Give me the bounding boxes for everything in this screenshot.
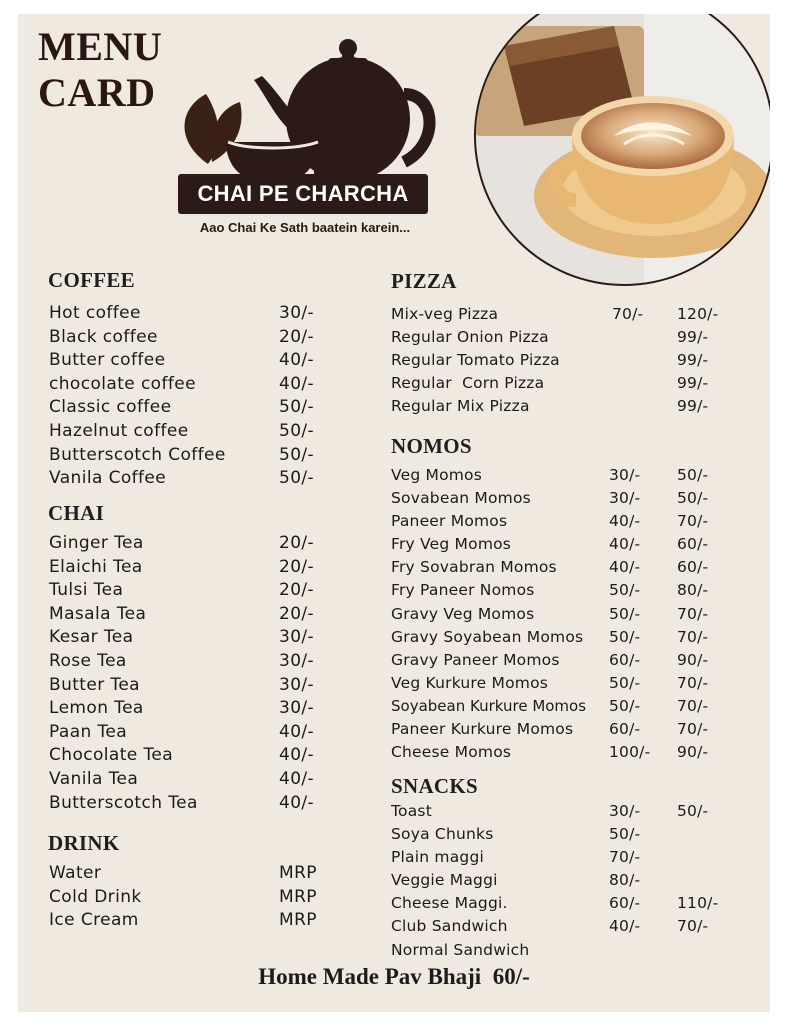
drink-heading: DRINK: [48, 831, 120, 855]
list-item: [49, 373, 369, 397]
item-name: Water: [49, 863, 102, 883]
item-name: Hazelnut coffee: [49, 420, 189, 441]
item-name: Mix-veg Pizza: [391, 305, 499, 323]
menu-title: [38, 24, 162, 116]
item-name: Butterscotch Tea: [49, 792, 198, 813]
item-name: chocolate coffee: [49, 373, 196, 394]
item-name: Plain maggi: [391, 848, 484, 867]
item-name: Butter coffee: [49, 350, 166, 371]
item-price-large: 90/-: [677, 743, 709, 762]
item-name: Veggie Maggi: [391, 871, 498, 890]
item-price: 50/-: [279, 420, 315, 441]
item-price: 20/-: [279, 533, 315, 553]
item-name: Masala Tea: [49, 603, 147, 624]
item-price-small: 60/-: [609, 650, 641, 669]
item-name: Butterscotch Coffee: [49, 444, 226, 465]
item-price: 50/-: [279, 397, 315, 418]
item-name: Ice Cream: [49, 910, 139, 931]
item-price: 30/-: [279, 698, 315, 719]
item-price: 40/-: [279, 792, 315, 813]
item-price-large: 50/-: [677, 489, 709, 508]
item-name: Regular Corn Pizza: [391, 374, 545, 393]
item-price-small: 50/-: [609, 696, 641, 715]
item-name: Paneer Momos: [391, 512, 508, 531]
list-item: [391, 326, 751, 349]
item-price: 50/-: [279, 468, 315, 489]
item-name: Gravy Soyabean Momos: [391, 627, 584, 646]
list-item: [49, 302, 369, 326]
item-price-small: 70/-: [609, 848, 641, 867]
item-price-large: 99/-: [677, 328, 709, 347]
item-price: 40/-: [279, 768, 315, 789]
item-price-small: 50/-: [609, 627, 641, 646]
item-price-large: 120/-: [677, 305, 719, 323]
item-price-small: 60/-: [609, 894, 641, 913]
item-price: 20/-: [279, 326, 315, 347]
list-item: [391, 579, 751, 602]
list-item: [391, 603, 751, 626]
item-price-large: 99/-: [677, 397, 709, 416]
list-item: [49, 349, 369, 373]
list-item: [391, 800, 751, 823]
item-price: 20/-: [279, 603, 315, 624]
item-price-large: 70/-: [677, 673, 709, 692]
list-item: [391, 741, 751, 764]
item-price-large: 50/-: [677, 802, 709, 820]
item-price: 40/-: [279, 721, 315, 742]
item-name: Lemon Tea: [49, 698, 144, 719]
pizza-list: [391, 303, 751, 418]
item-name: Gravy Veg Momos: [391, 604, 535, 623]
menu-card: [18, 14, 770, 1012]
item-price: 40/-: [279, 745, 315, 766]
item-price-small: 40/-: [609, 512, 641, 531]
item-price: 30/-: [279, 674, 315, 695]
item-price-small: 50/-: [609, 581, 641, 600]
list-item: [391, 556, 751, 579]
item-name: Cheese Momos: [391, 743, 512, 762]
list-item: [391, 939, 751, 962]
item-price-small: 30/-: [609, 802, 641, 820]
item-name: Ginger Tea: [49, 533, 144, 553]
item-name: Club Sandwich: [391, 917, 508, 936]
chai-heading: CHAI: [48, 501, 105, 525]
item-price-large: 80/-: [677, 581, 709, 600]
list-item: [49, 532, 369, 556]
coffee-list: [49, 302, 369, 491]
list-item: [391, 533, 751, 556]
item-price-small: 50/-: [609, 673, 641, 692]
coffee-heading: COFFEE: [48, 268, 135, 292]
item-price: 20/-: [279, 556, 315, 577]
list-item: [49, 886, 369, 910]
momos-heading: NOMOS: [391, 434, 472, 458]
item-name: Classic coffee: [49, 397, 172, 418]
list-item: [391, 718, 751, 741]
item-price-large: 99/-: [677, 351, 709, 370]
item-price: 30/-: [279, 627, 315, 648]
item-price-large: 70/-: [677, 720, 709, 739]
item-name: Fry Veg Momos: [391, 535, 512, 554]
list-item: [391, 869, 751, 892]
item-price: 50/-: [279, 444, 315, 465]
item-name: Chocolate Tea: [49, 745, 174, 766]
item-price-small: 30/-: [609, 489, 641, 508]
item-price-large: 90/-: [677, 650, 709, 669]
item-price-small: 40/-: [609, 558, 641, 577]
snacks-list: [391, 800, 751, 962]
list-item: [49, 768, 369, 792]
item-name: Hot coffee: [49, 303, 141, 323]
list-item: [49, 579, 369, 603]
item-price: 40/-: [279, 350, 315, 371]
item-name: Cold Drink: [49, 886, 142, 907]
list-item: [49, 603, 369, 627]
list-item: [391, 649, 751, 672]
list-item: [391, 303, 751, 326]
menu-title-line1: MENU: [38, 24, 163, 69]
item-price-small: 40/-: [609, 535, 641, 554]
item-name: Vanila Coffee: [49, 468, 167, 489]
item-price-large: 70/-: [677, 627, 709, 646]
list-item: [391, 487, 751, 510]
item-name: Regular Onion Pizza: [391, 328, 549, 347]
list-item: [49, 674, 369, 698]
list-item: [49, 909, 369, 933]
item-price: 20/-: [279, 580, 315, 601]
item-name: Butter Tea: [49, 674, 140, 695]
item-price-large: 60/-: [677, 558, 709, 577]
item-name: Veg Momos: [391, 466, 483, 484]
list-item: [391, 349, 751, 372]
item-name: Cheese Maggi.: [391, 894, 508, 913]
item-price-small: 60/-: [609, 720, 641, 739]
momos-list: [391, 464, 751, 764]
item-price: 30/-: [279, 650, 315, 671]
item-name: Sovabean Momos: [391, 489, 531, 508]
item-price-small: 30/-: [609, 466, 641, 484]
item-price-small: 80/-: [609, 871, 641, 890]
coffee-cup-cake-photo: [464, 14, 770, 286]
item-price: 30/-: [279, 303, 315, 323]
item-name: Soya Chunks: [391, 825, 494, 844]
item-price-large: 50/-: [677, 466, 709, 484]
item-name: Gravy Paneer Momos: [391, 650, 560, 669]
brand-name: CHAI PE CHARCHA: [178, 174, 428, 214]
list-item: [391, 823, 751, 846]
list-item: [49, 626, 369, 650]
item-price: MRP: [279, 910, 317, 931]
item-price: 40/-: [279, 373, 315, 394]
item-name: Toast: [391, 802, 432, 820]
item-name: Kesar Tea: [49, 627, 134, 648]
item-price-small: 50/-: [609, 825, 641, 844]
item-name: Paneer Kurkure Momos: [391, 720, 574, 739]
item-name: Fry Paneer Nomos: [391, 581, 535, 600]
list-item: [391, 372, 751, 395]
list-item: [391, 695, 751, 718]
item-price-large: 99/-: [677, 374, 709, 393]
list-item: [49, 721, 369, 745]
item-price-large: 110/-: [677, 894, 719, 913]
list-item: [49, 420, 369, 444]
item-name: Tulsi Tea: [49, 580, 124, 601]
list-item: [391, 846, 751, 869]
list-item: [391, 915, 751, 938]
item-name: Rose Tea: [49, 650, 127, 671]
item-name: Regular Mix Pizza: [391, 397, 530, 416]
list-item: [49, 556, 369, 580]
item-name: Elaichi Tea: [49, 556, 143, 577]
item-name: Veg Kurkure Momos: [391, 673, 549, 692]
list-item: [391, 672, 751, 695]
item-price-large: 70/-: [677, 512, 709, 531]
item-price: MRP: [279, 886, 317, 907]
list-item: [49, 697, 369, 721]
list-item: [49, 744, 369, 768]
list-item: [391, 395, 751, 418]
item-price-large: 60/-: [677, 535, 709, 554]
list-item: [49, 650, 369, 674]
list-item: [391, 464, 751, 487]
item-price-large: 70/-: [677, 604, 709, 623]
item-name: Fry Sovabran Momos: [391, 558, 557, 577]
item-name: Regular Tomato Pizza: [391, 351, 560, 370]
item-price-small: 100/-: [609, 743, 651, 762]
snacks-heading: SNACKS: [391, 774, 478, 798]
item-price-small: 40/-: [609, 917, 641, 936]
item-name: Normal Sandwich: [391, 940, 530, 959]
footer-special: Home Made Pav Bhaji 60/-: [258, 964, 530, 989]
item-name: Black coffee: [49, 326, 158, 347]
list-item: [49, 862, 369, 886]
item-price-large: 70/-: [677, 696, 709, 715]
item-price-small: 70/-: [612, 305, 644, 323]
item-price: MRP: [279, 863, 317, 883]
tagline: Aao Chai Ke Sath baatein karein...: [199, 220, 411, 235]
list-item: [391, 510, 751, 533]
pizza-heading: PIZZA: [391, 269, 457, 293]
item-name: Vanila Tea: [49, 768, 139, 789]
list-item: [391, 892, 751, 915]
list-item: [49, 444, 369, 468]
list-item: [49, 792, 369, 816]
list-item: [49, 326, 369, 350]
item-name: Soyabean Kurkure Momos: [391, 696, 587, 715]
drink-list: [49, 862, 369, 933]
item-price-small: 50/-: [609, 604, 641, 623]
item-name: Paan Tea: [49, 721, 128, 742]
list-item: [49, 396, 369, 420]
list-item: [391, 626, 751, 649]
item-price-large: 70/-: [677, 917, 709, 936]
list-item: [49, 467, 369, 491]
chai-list: [49, 532, 369, 815]
menu-title-line2: CARD: [38, 70, 156, 115]
